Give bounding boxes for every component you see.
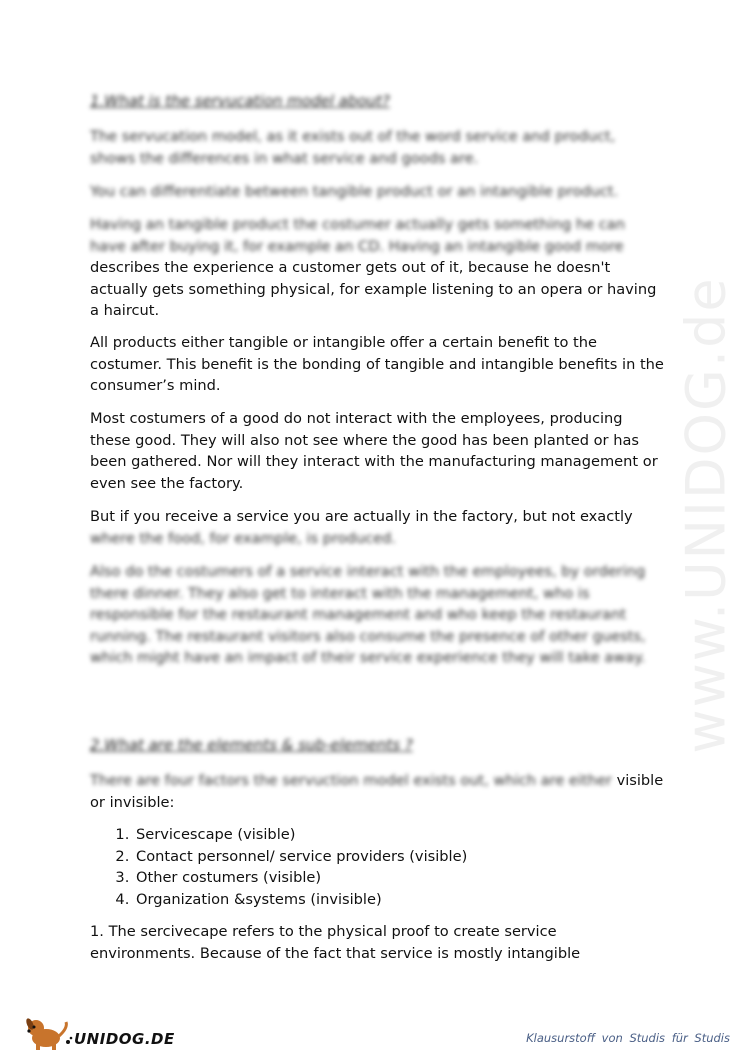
section-2-heading: 2.What are the elements & sub-elements ?: [90, 736, 413, 754]
elements-list-item: 1. Servicescape (visible): [134, 824, 694, 846]
elements-list-item: 4. Organization &systems (invisible): [134, 889, 694, 911]
paragraph-3: [90, 214, 665, 322]
logo-text: UNIDOG.DE: [74, 1030, 175, 1048]
section-2-intro-blurred-part: There are four factors the servuction model exists out, which are either: [90, 772, 612, 789]
section-2-intro-visible-part: visible or invisible:: [90, 772, 664, 811]
paragraph-4: All products either tangible or intangible offer a certain benefit to the costumer. This benefit is the bonding of tangible and intangible benefits in the consumer’s mind.: [90, 334, 664, 394]
paragraph-6: [90, 506, 665, 549]
elements-list-item: 2. Contact personnel/ service providers (visible): [134, 846, 694, 868]
servicescape-paragraph: 1. The sercivecape refers to the physical proof to create service environments. Because of the fact that service is mostly intangible: [90, 923, 581, 962]
paragraph-2: You can differentiate between tangible product or an intangible product.: [90, 183, 619, 200]
paragraph-1: The servucation model, as it exists out of the word service and product, shows the differences in what service and goods are.: [90, 128, 616, 167]
section-1-heading: 1.What is the servucation model about?: [90, 92, 390, 110]
section-2-intro: [90, 770, 665, 813]
unidog-logo: [22, 1012, 182, 1052]
paragraph-6-blurred-part: where the food, for example, is produced.: [90, 529, 396, 547]
watermark-text: www.UNIDOG.de: [674, 276, 738, 754]
paragraph-7: Also do the costumers of a service interact with the employees, by ordering there dinner. They also get to interact with the management, who is responsible for the restaurant management and who keep the restaurant running. The restaurant visitors also consume the presence of other guests, which might have an impact of their service experience they will take away.: [90, 563, 646, 666]
paragraph-5: Most costumers of a good do not interact with the employees, producing these good. They will also not see where the good has been planted or has been gathered. Nor will they interact with the manufacturing management or even see the factory.: [90, 410, 658, 492]
paragraph-3-visible-part: describes the experience a customer gets out of it, because he doesn't actually gets something physical, for example listening to an opera or having a haircut.: [90, 259, 657, 319]
elements-list: [90, 824, 694, 910]
paragraph-6-visible-part: But if you receive a service you are actually in the factory, but not exactly: [90, 508, 633, 525]
footer-tagline: Klausurstoff von Studis für Studis: [526, 1031, 730, 1045]
paragraph-3-blurred-part: Having an tangible product the costumer actually gets something he can have after buying it, for example an CD. Having an intangible good more: [90, 216, 625, 255]
dog-mascot-icon: [22, 1012, 74, 1052]
elements-list-item: 3. Other costumers (visible): [134, 867, 694, 889]
